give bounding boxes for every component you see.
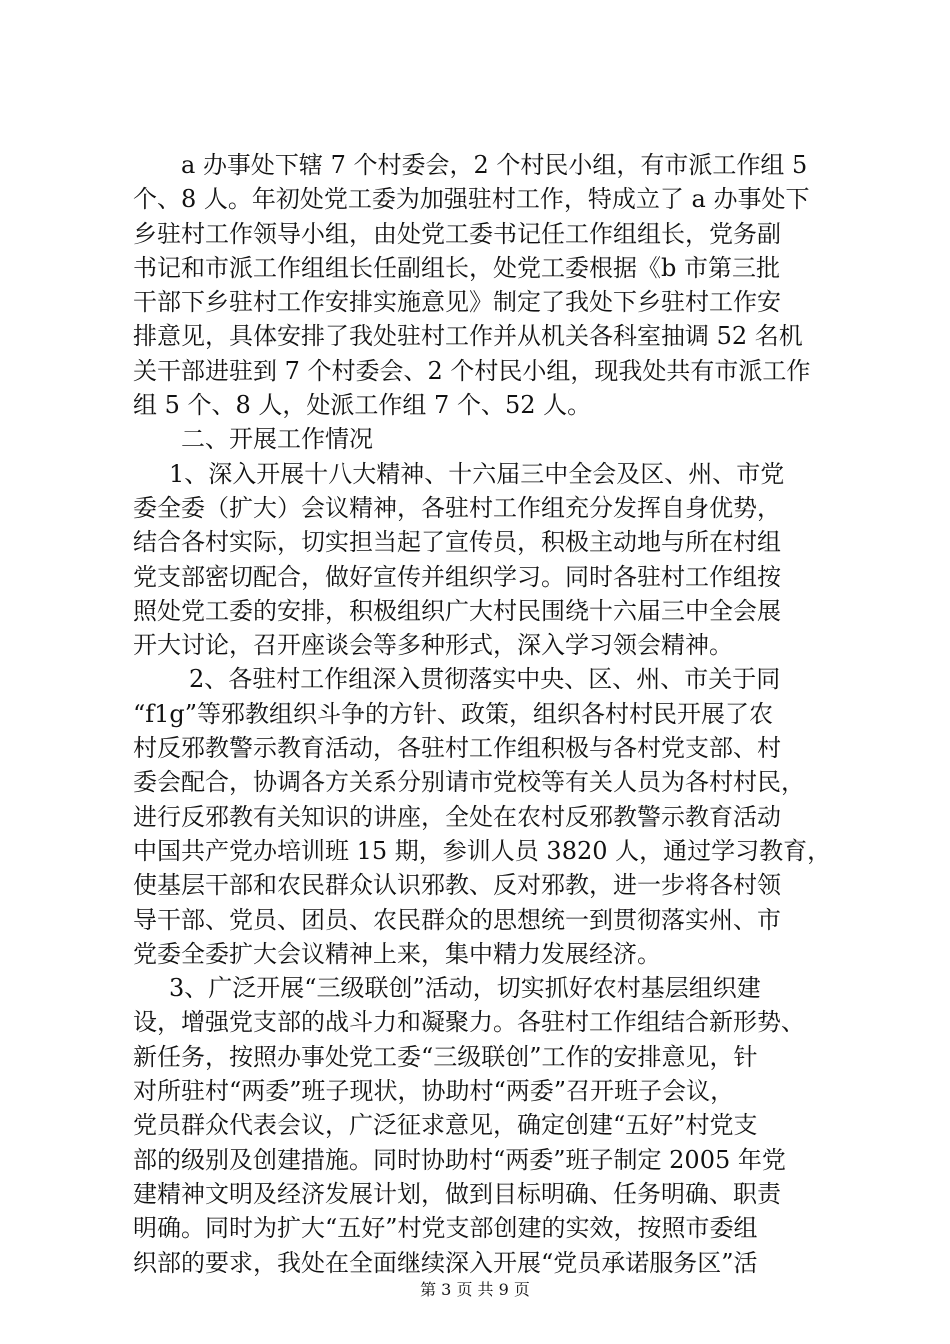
document-body	[133, 148, 833, 1280]
text-line: 中国共产党办培训班 15 期，参训人员 3820 人，通过学习教育，	[133, 836, 832, 865]
text-line: 干部下乡驻村工作安排实施意见》制定了我处下乡驻村工作安	[133, 288, 781, 317]
text-line: 委全委（扩大）会议精神，各驻村工作组充分发挥自身优势，	[133, 493, 781, 522]
page-footer	[0, 1280, 950, 1300]
text-line: 关干部进驻到 7 个村委会、2 个村民小组，现我处共有市派工作	[133, 356, 811, 385]
text-line: 3、广泛开展“三级联创”活动，切实抓好农村基层组织建	[169, 974, 761, 1003]
text-line: 个、8 人。年初处党工委为加强驻村工作，特成立了 a 办事处下	[133, 185, 810, 214]
text-line: 组 5 个、8 人，处派工作组 7 个、52 人。	[133, 391, 592, 420]
text-line: 进行反邪教有关知识的讲座，全处在农村反邪教警示教育活动	[133, 802, 781, 831]
text-line: 照处党工委的安排，积极组织广大村民围绕十六届三中全会展	[133, 596, 781, 625]
text-line: 结合各村实际，切实担当起了宣传员，积极主动地与所在村组	[133, 528, 781, 557]
text-line: 村反邪教警示教育活动，各驻村工作组积极与各村党支部、村	[133, 734, 781, 763]
text-line: 乡驻村工作领导小组，由处党工委书记任工作组组长，党务副	[133, 219, 781, 248]
text-line: 书记和市派工作组组长任副组长，处党工委根据《b 市第三批	[133, 253, 780, 282]
page-number-label: 第 3 页 共 9 页	[420, 1280, 530, 1299]
text-line: 委会配合，协调各方关系分别请市党校等有关人员为各村村民，	[133, 768, 805, 797]
text-line: 使基层干部和农民群众认识邪教、反对邪教，进一步将各村领	[133, 871, 781, 900]
text-line: 1、深入开展十八大精神、十六届三中全会及区、州、市党	[169, 459, 785, 488]
text-line: 党委全委扩大会议精神上来，集中精力发展经济。	[133, 939, 661, 968]
text-line: “f1g”等邪教组织斗争的方针、政策，组织各村村民开展了农	[133, 699, 774, 728]
text-line: 建精神文明及经济发展计划，做到目标明确、任务明确、职责	[133, 1179, 781, 1208]
text-line: 2、各驻村工作组深入贯彻落实中央、区、州、市关于同	[189, 665, 781, 694]
text-line: a 办事处下辖 7 个村委会，2 个村民小组，有市派工作组 5	[181, 151, 808, 179]
text-line: 导干部、党员、团员、农民群众的思想统一到贯彻落实州、市	[133, 905, 781, 934]
text-line: 新任务，按照办事处党工委“三级联创”工作的安排意见，针	[133, 1042, 758, 1071]
text-line: 对所驻村“两委”班子现状，协助村“两委”召开班子会议，	[133, 1077, 735, 1106]
text-line: 党员群众代表会议，广泛征求意见，确定创建“五好”村党支	[133, 1111, 758, 1140]
text-line: 排意见，具体安排了我处驻村工作并从机关各科室抽调 52 名机	[133, 322, 803, 351]
text-line: 织部的要求，我处在全面继续深入开展“党员承诺服务区”活	[133, 1248, 758, 1277]
section-heading: 二、开展工作情况	[181, 425, 373, 454]
text-line: 党支部密切配合，做好宣传并组织学习。同时各驻村工作组按	[133, 562, 781, 591]
text-line: 设，增强党支部的战斗力和凝聚力。各驻村工作组结合新形势、	[133, 1008, 805, 1037]
text-line: 开大讨论，召开座谈会等多种形式，深入学习领会精神。	[133, 631, 733, 660]
text-line: 明确。同时为扩大“五好”村党支部创建的实效，按照市委组	[133, 1214, 758, 1243]
text-line: 部的级别及创建措施。同时协助村“两委”班子制定 2005 年党	[133, 1145, 786, 1174]
